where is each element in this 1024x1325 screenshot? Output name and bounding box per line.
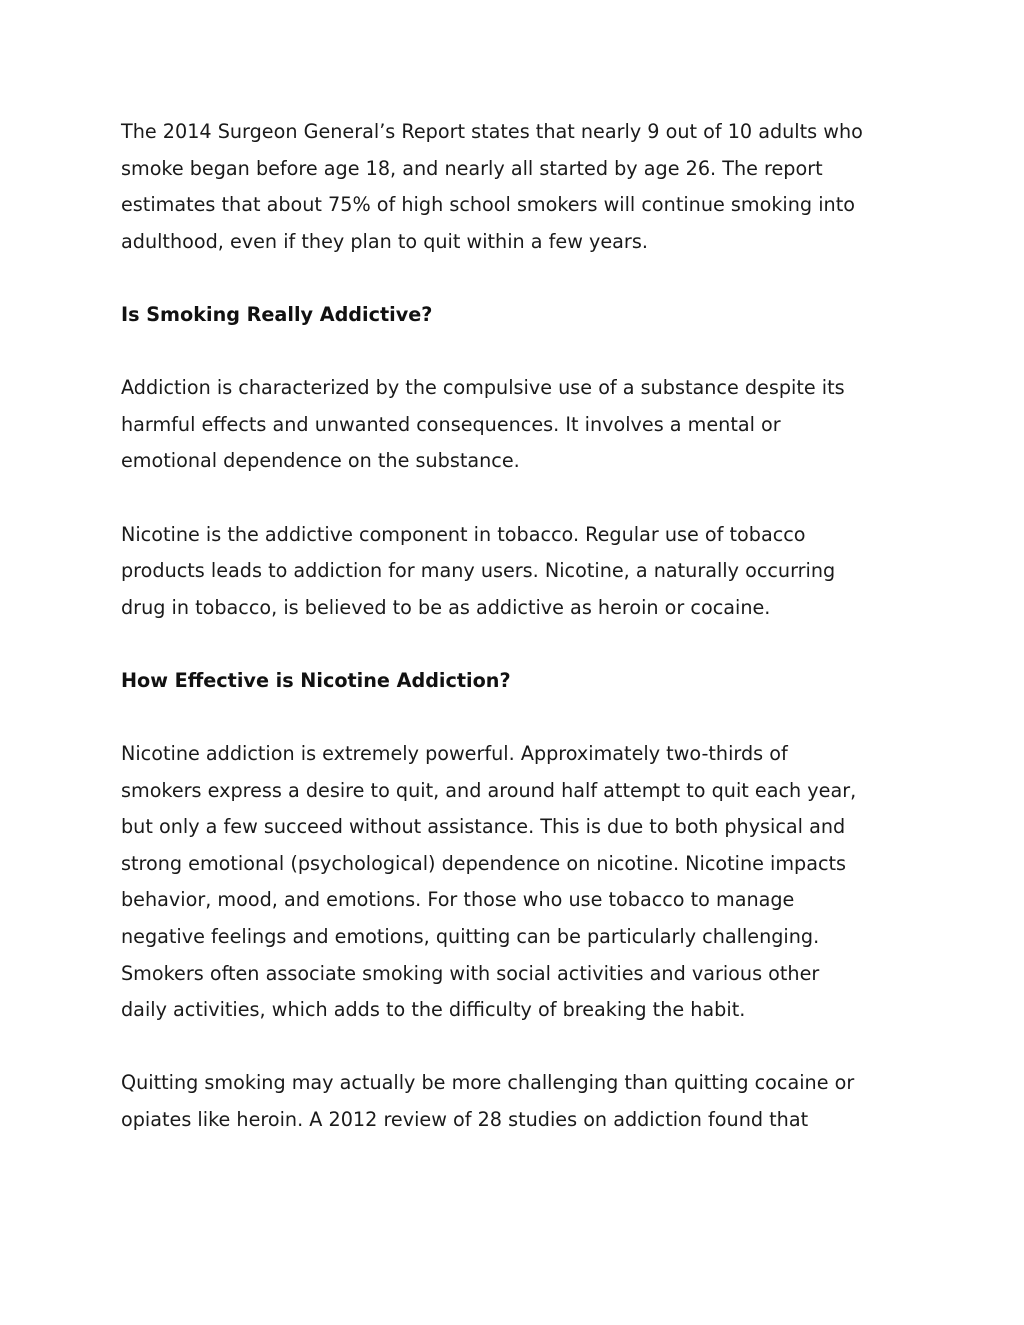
- paragraph-quitting-challenge: [121, 1065, 911, 1138]
- section-heading-addictive: [121, 297, 911, 334]
- text-line: but only a few succeed without assistance. This is due to both physical and: [121, 815, 846, 839]
- heading-text: How Effective is Nicotine Addiction?: [121, 668, 511, 692]
- paragraph-surgeon-general-report: [121, 114, 911, 260]
- paragraph-addiction-definition: [121, 370, 911, 480]
- text-line: daily activities, which adds to the difficulty of breaking the habit.: [121, 998, 746, 1022]
- text-line: The 2014 Surgeon General’s Report states that nearly 9 out of 10 adults who: [121, 120, 863, 143]
- text-line: emotional dependence on the substance.: [121, 449, 520, 473]
- text-line: behavior, mood, and emotions. For those who use tobacco to manage: [121, 888, 795, 912]
- text-line: harmful effects and unwanted consequences. It involves a mental or: [121, 412, 781, 436]
- text-line: Nicotine addiction is extremely powerful. Approximately two-thirds of: [121, 742, 788, 766]
- paragraph-nicotine-addiction-power: [121, 736, 911, 1029]
- heading-text: Is Smoking Really Addictive?: [121, 302, 433, 326]
- text-line: Smokers often associate smoking with social activities and various other: [121, 961, 820, 985]
- section-heading-effectiveness: [121, 663, 911, 700]
- text-line: smoke began before age 18, and nearly all started by age 26. The report: [121, 156, 823, 180]
- text-line: Quitting smoking may actually be more challenging than quitting cocaine or: [121, 1071, 855, 1095]
- text-line: products leads to addiction for many users. Nicotine, a naturally occurring: [121, 559, 836, 583]
- text-line: smokers express a desire to quit, and around half attempt to quit each year,: [121, 778, 857, 802]
- text-line: adulthood, even if they plan to quit within a few years.: [121, 229, 648, 253]
- text-line: drug in tobacco, is believed to be as addictive as heroin or cocaine.: [121, 595, 771, 619]
- paragraph-nicotine-component: [121, 517, 911, 627]
- text-line: opiates like heroin. A 2012 review of 28 studies on addiction found that: [121, 1108, 809, 1132]
- text-line: Nicotine is the addictive component in tobacco. Regular use of tobacco: [121, 522, 806, 546]
- text-line: negative feelings and emotions, quitting can be particularly challenging.: [121, 925, 820, 949]
- text-line: estimates that about 75% of high school smokers will continue smoking into: [121, 193, 855, 217]
- text-line: Addiction is characterized by the compulsive use of a substance despite its: [121, 376, 845, 400]
- text-line: strong emotional (psychological) dependence on nicotine. Nicotine impacts: [121, 851, 847, 875]
- document-page: [121, 114, 911, 1175]
